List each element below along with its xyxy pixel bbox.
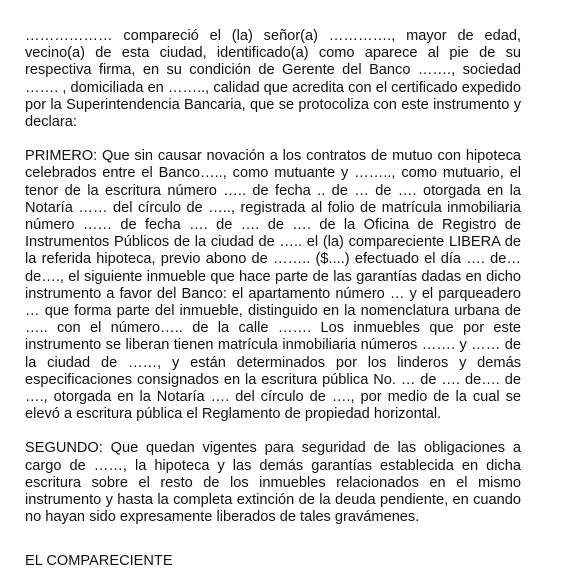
document-page — [25, 28, 521, 571]
paragraph-spacer — [25, 131, 521, 148]
paragraph-intro: ……………… compareció el (la) señor(a) …………., mayor de edad, vecino(a) de esta ciudad, identificado(a) como aparece al pie de su respectiva firma, en su condición de Gerente del Banco ……., sociedad ……. , domiciliada en …….., calidad que acredita con el certificado expedido por la Superintendencia Bancaria, que se protocoliza con este instrumento y declara: — [25, 28, 521, 131]
paragraph-spacer — [25, 526, 521, 553]
paragraph-spacer — [25, 423, 521, 440]
paragraph-segundo: SEGUNDO: Que quedan vigentes para seguridad de las obligaciones a cargo de ……, la hipoteca y las demás garantías establecida en dicha escritura sobre el resto de los inmuebles relacionados en el mismo instrumento y hasta la completa extinción de la deuda pendiente, en cuando no hayan sido expresamente liberados de tales gravámenes. — [25, 440, 521, 526]
paragraph-primero: PRIMERO: Que sin causar novación a los contratos de mutuo con hipoteca celebrados entre el Banco….., como mutuante y …….., como mutuario, el tenor de la escritura número ….. de fecha .. de … de …. otorgada en la Notaría …… del círculo de ….., registrada al folio de matrícula inmobiliaria número …… de fecha …. de …. de …. de la Oficina de Registro de Instrumentos Públicos de la ciudad de ….. el (la) compareciente LIBERA de la referida hipoteca, previo abono de …….. ($....) efectuado el día …. de… de…., el siguiente inmueble que hace parte de las garantías dadas en dicho instrumento a favor del Banco: el apartamento número … y el parqueadero … que forma parte del inmueble, distinguido en la nomenclatura urbana de ….. con el número….. de la calle ……. Los inmuebles que por este instrumento se liberan tienen matrícula inmobiliaria números ……. y …… de la ciudad de ……, y están determinados por los linderos y demás especificaciones consignados en la escritura pública No. … de …. de…. de …., otorgada en la Notaría …. del círculo de …., por medio de la cual se elevó a escritura pública el Reglamento de propiedad horizontal. — [25, 148, 521, 423]
signature-label: EL COMPARECIENTE — [25, 553, 173, 570]
